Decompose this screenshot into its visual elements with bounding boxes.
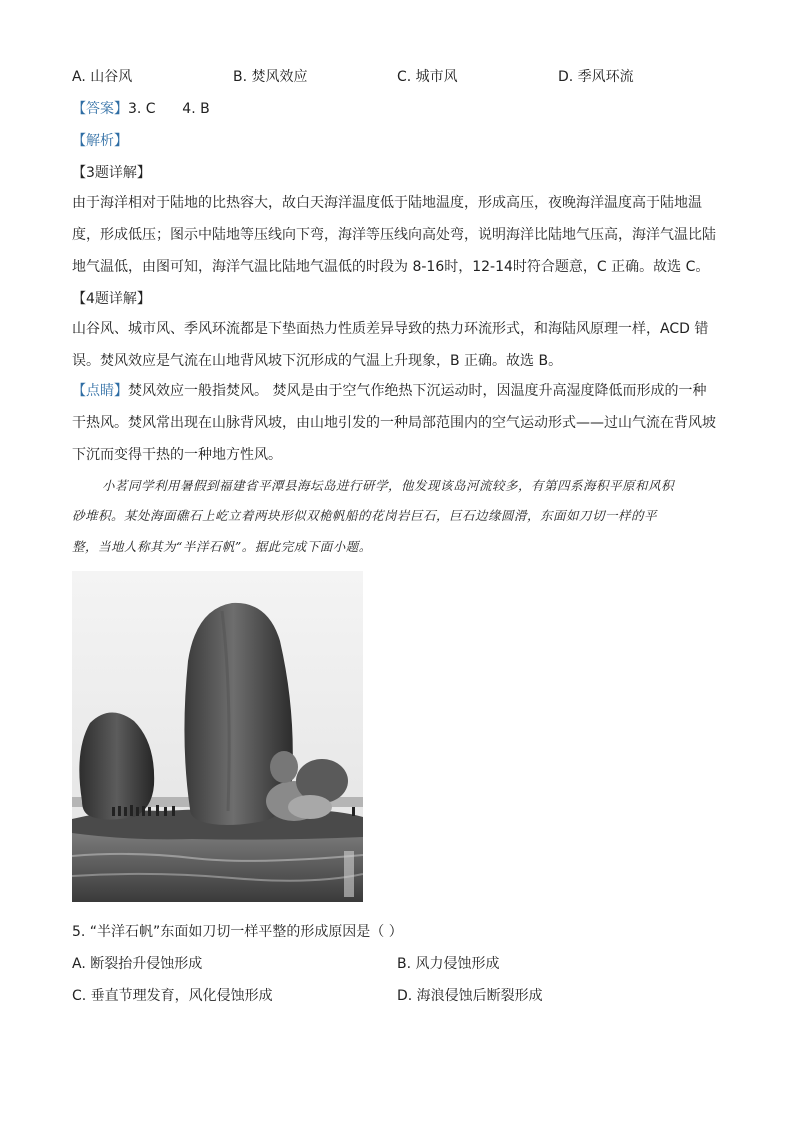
passage-line-1: 小茗同学利用暑假到福建省平潭县海坛岛进行研学，他发现该岛河流较多，有第四系海积平原和风积 [102,478,675,493]
q5-option-b: B. 风力侵蚀形成 [397,956,500,972]
q4-line-2: 误。焚风效应是气流在山地背风坡下沉形成的气温上升现象，B 正确。故选 B。 [72,353,563,369]
rock-photo [72,571,363,902]
q5-option-c: C. 垂直节理发育，风化侵蚀形成 [72,988,273,1004]
option-a-top: A. 山谷风 [72,69,133,85]
tip-line-2: 干热风。焚风常出现在山脉背风坡，由山地引发的一种局部范围内的空气运动形式——过山气流在背风坡 [72,415,716,431]
analysis-tag: 【解析】 [72,133,128,149]
tip-line-3: 下沉而变得干热的一种地方性风。 [72,447,282,463]
tip-line-1 [72,380,706,400]
q3-heading: 【3题详解】 [72,165,151,181]
option-d-top: D. 季风环流 [558,69,634,85]
passage-line-3: 整，当地人称其为“半洋石帆”。据此完成下面小题。 [72,539,372,554]
answer-line [72,98,210,118]
q4-line-1: 山谷风、城市风、季风环流都是下垫面热力性质差异导致的热力环流形式，和海陆风原理一样，ACD 错 [72,321,709,337]
q3-line-3: 地气温低，由图可知，海洋气温比陆地气温低的时段为 8-16时，12-14时符合题意，C 正确。故选 C。 [72,259,710,275]
q3-line-1: 由于海洋相对于陆地的比热容大，故白天海洋温度低于陆地温度，形成高压，夜晚海洋温度高于陆地温 [72,195,702,211]
option-c-top: C. 城市风 [397,69,458,85]
option-b-top: B. 焚风效应 [233,69,308,85]
q5-option-d: D. 海浪侵蚀后断裂形成 [397,988,543,1004]
rock-photo-drawing [72,571,363,902]
answer-text: 3. C 4. B [128,101,210,117]
q3-line-2: 度，形成低压；图示中陆地等压线向下弯，海洋等压线向高处弯，说明海洋比陆地气压高，海洋气温比陆 [72,227,716,243]
tip-tag: 【点睛】 [72,383,128,399]
answer-tag: 【答案】 [72,101,128,117]
q5-stem: 5. “半洋石帆”东面如刀切一样平整的形成原因是（ ） [72,924,403,940]
passage-line-2: 砂堆积。某处海面礁石上屹立着两块形似双桅帆船的花岗岩巨石，巨石边缘圆滑，东面如刀切一样的平 [72,508,658,523]
q5-option-a: A. 断裂抬升侵蚀形成 [72,956,203,972]
q4-heading: 【4题详解】 [72,291,151,307]
tip-text-1: 焚风效应一般指焚风。 焚风是由于空气作绝热下沉运动时，因温度升高湿度降低而形成的一种 [128,383,707,399]
